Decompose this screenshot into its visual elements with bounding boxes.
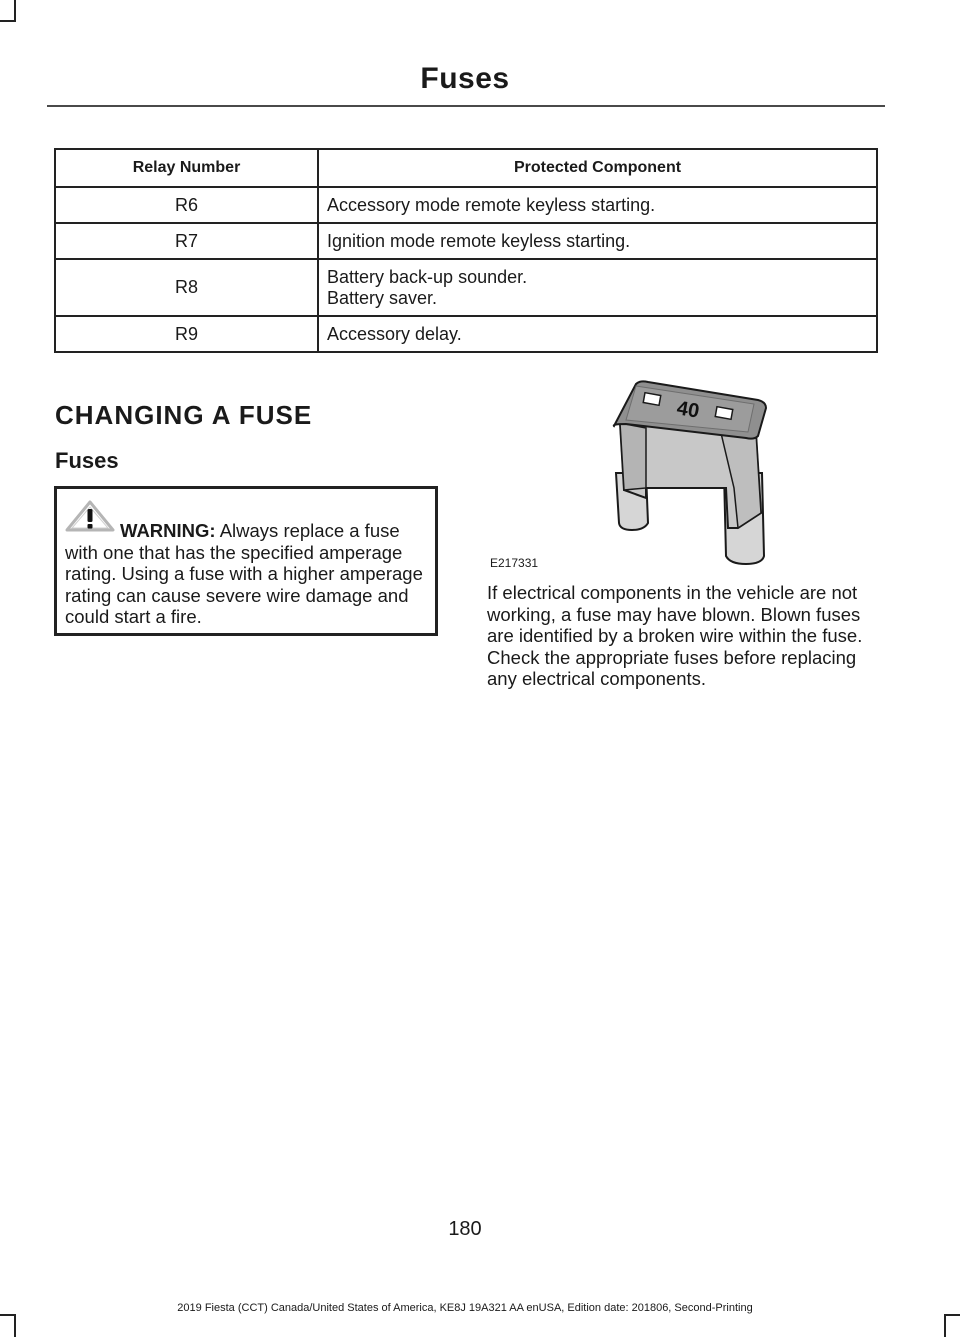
header-divider (47, 105, 885, 107)
protected-component-cell: Ignition mode remote keyless starting. (318, 223, 877, 259)
table-header-row (55, 149, 877, 187)
page-title: Fuses (420, 62, 510, 95)
protected-component-cell (318, 259, 877, 316)
column-header-relay-number: Relay Number (55, 149, 318, 187)
fuse-illustration (486, 378, 776, 573)
table-row (55, 259, 877, 316)
crop-mark (0, 20, 16, 22)
protected-component-cell: Accessory mode remote keyless starting. (318, 187, 877, 223)
warning-box (54, 486, 438, 636)
figure-code: E217331 (490, 556, 539, 570)
table-row (55, 316, 877, 352)
subsection-heading: Fuses (55, 448, 119, 473)
protected-component-cell: Accessory delay. (318, 316, 877, 352)
column-header-protected-component: Protected Component (318, 149, 877, 187)
section-heading: CHANGING A FUSE (55, 400, 313, 430)
table-row (55, 187, 877, 223)
crop-mark (14, 0, 16, 22)
relay-number-cell: R8 (55, 259, 318, 316)
fuse-rating-label: 40 (675, 397, 701, 423)
component-line: Battery back-up sounder. (327, 266, 528, 287)
relay-number-cell: R6 (55, 187, 318, 223)
footer-edition-info: 2019 Fiesta (CCT) Canada/United States of America, KE8J 19A321 AA enUSA, Edition date: 201806, Second-Printing (177, 1302, 753, 1314)
crop-mark (14, 1314, 16, 1337)
relay-number-cell: R7 (55, 223, 318, 259)
relay-number-cell: R9 (55, 316, 318, 352)
component-line: Battery saver. (327, 287, 438, 308)
warning-message: Always replace a fuse with one that has the specified amperage rating. Using a fuse with a higher amperage rating can cause severe wire damage and could start a fire. (65, 520, 423, 628)
warning-label: WARNING: (120, 520, 216, 541)
page-number: 180 (448, 1218, 482, 1240)
body-paragraph: If electrical components in the vehicle are not working, a fuse may have blown. Blown fuses are identified by a broken wire within the fuse. Check the appropriate fuses before replacing any electrical components. (487, 582, 863, 690)
relay-table (54, 148, 878, 353)
crop-mark (0, 1314, 16, 1316)
crop-mark (944, 1314, 946, 1337)
table-row (55, 223, 877, 259)
warning-text (65, 520, 429, 628)
crop-mark (944, 1314, 960, 1316)
